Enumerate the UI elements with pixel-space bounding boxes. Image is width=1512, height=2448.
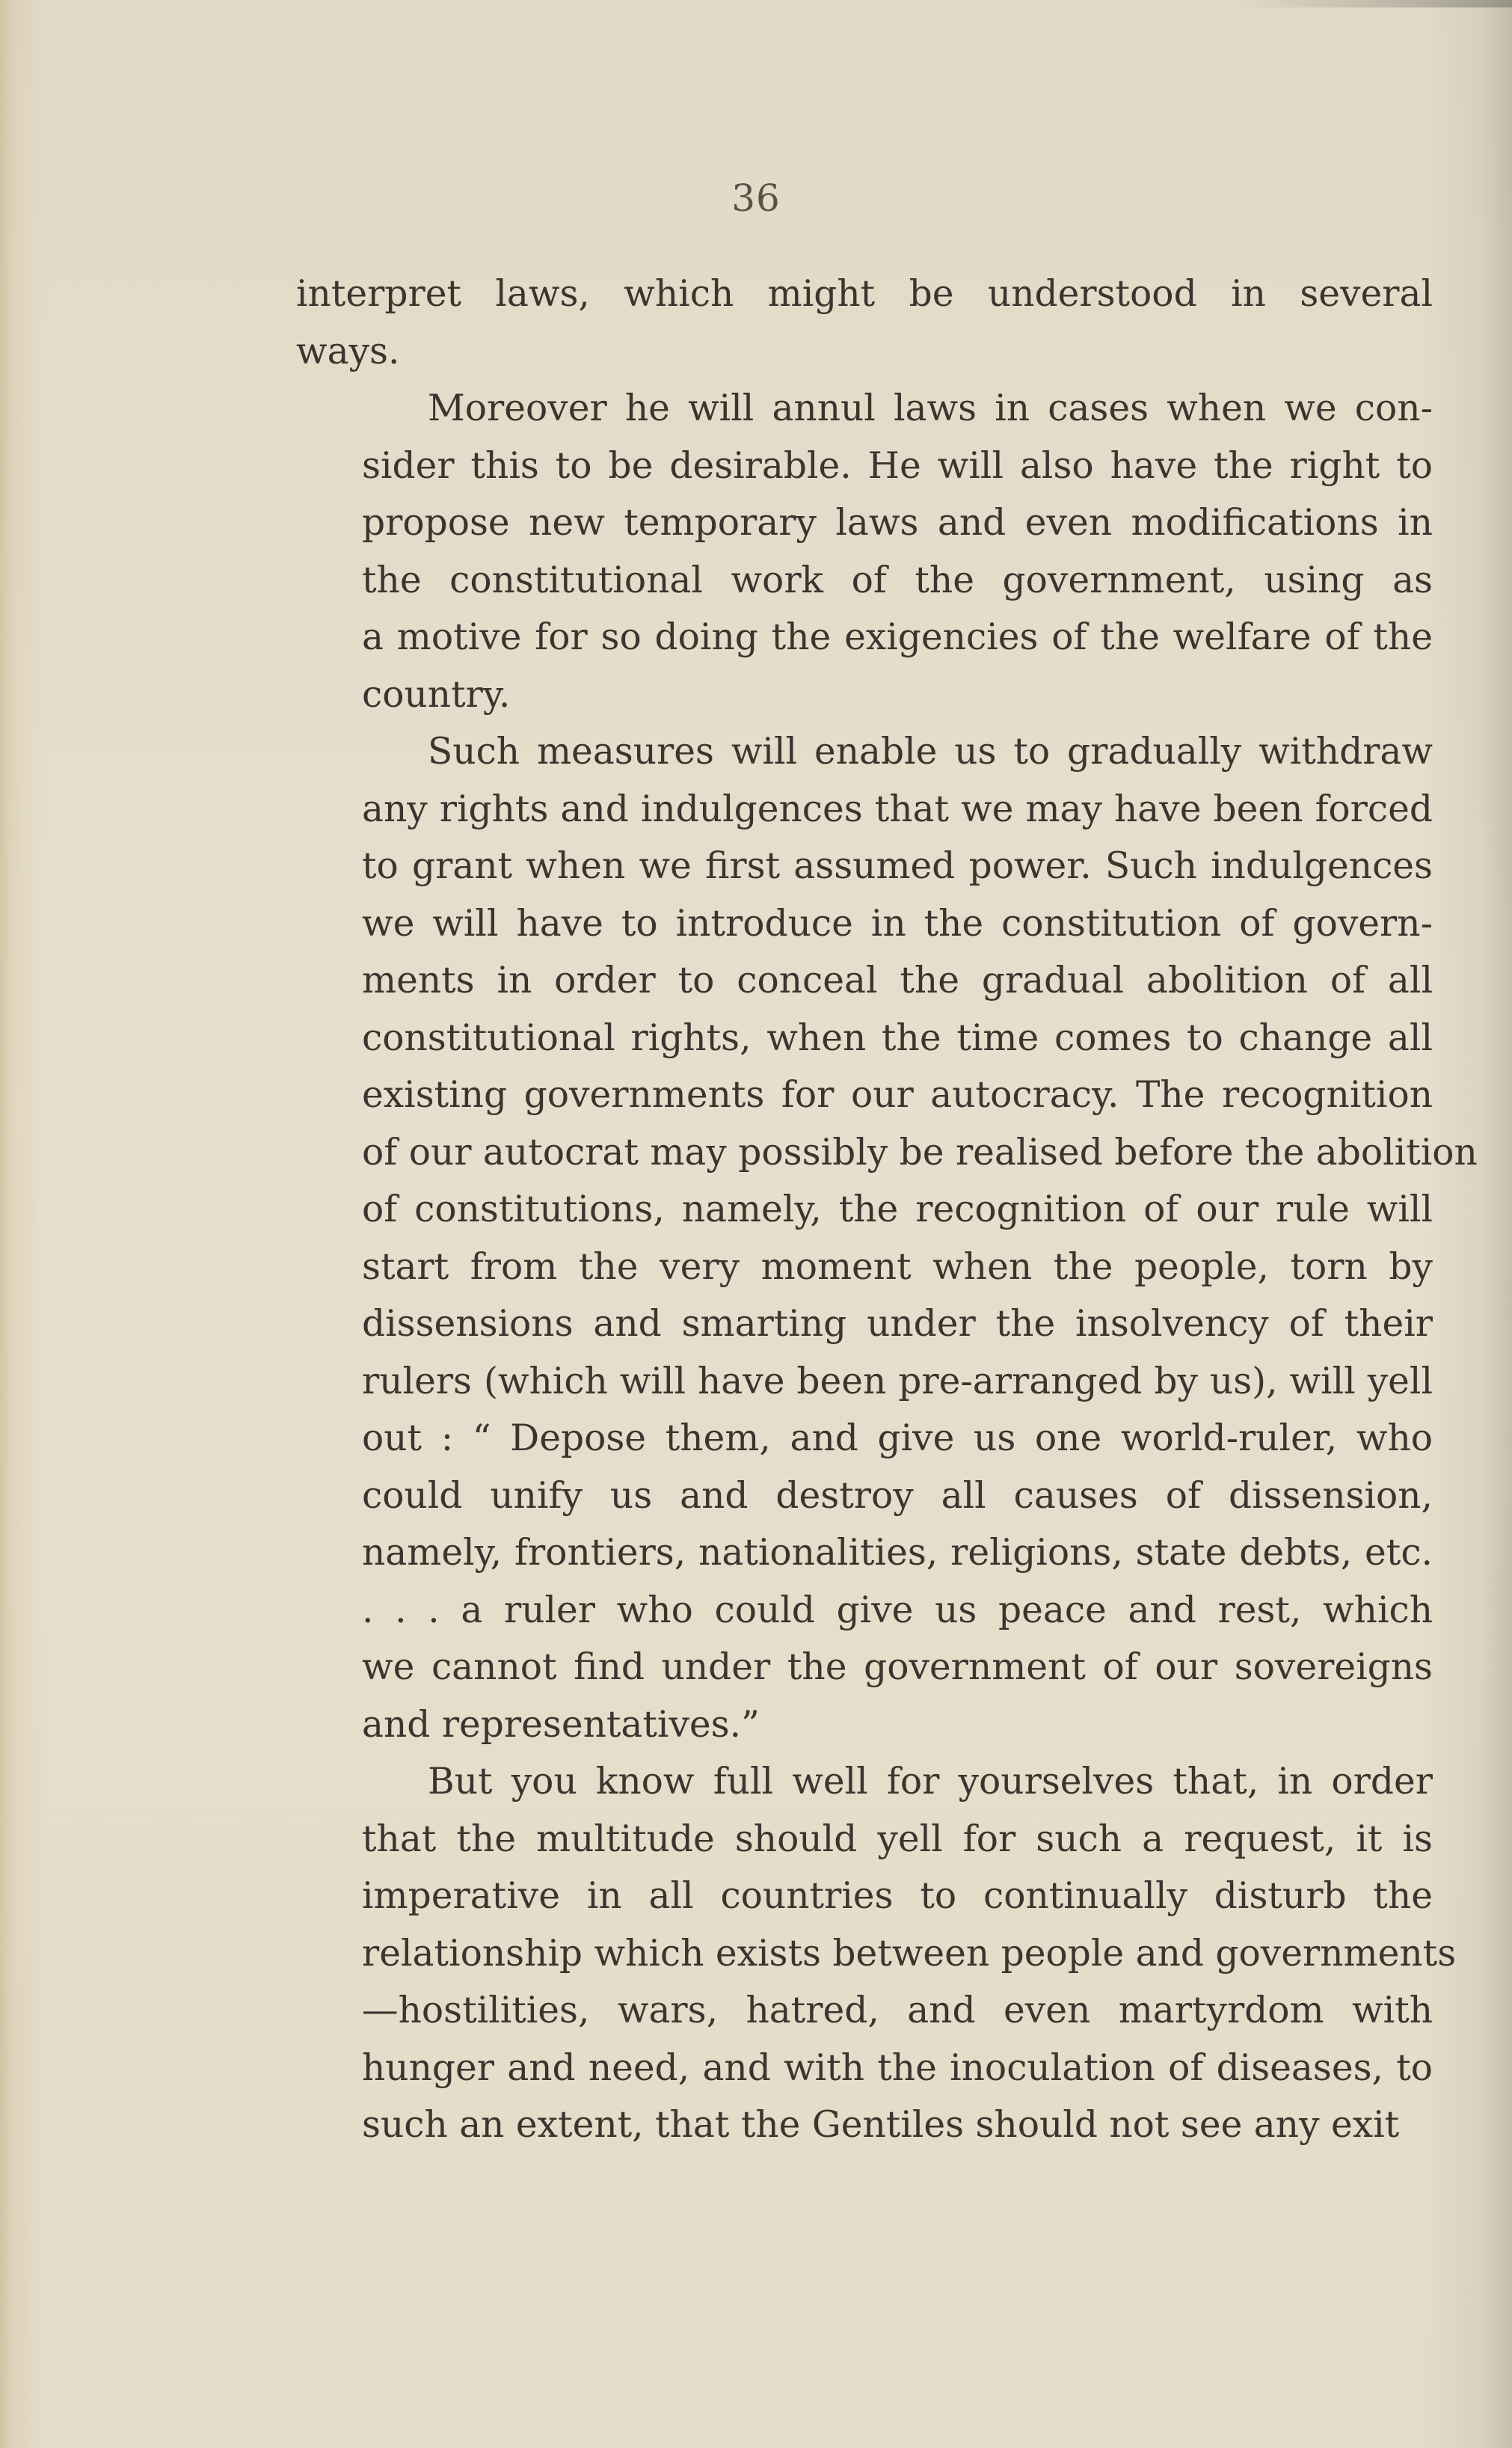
paragraph	[296, 1753, 1457, 2154]
text-line: —hostilities, wars, hatred, and even martyrdom with	[362, 1990, 1433, 2031]
text-line: sider this to be desirable. He will also have the right to	[362, 444, 1433, 487]
text-line: hunger and need, and with the inoculation of diseases, to	[362, 2046, 1433, 2089]
paragraph	[296, 266, 1433, 380]
body-text	[296, 266, 1478, 2154]
text-line: interpret laws, which might be understood in several	[296, 273, 1433, 315]
text-line: namely, frontiers, nationalities, religions, state debts, etc.	[362, 1532, 1433, 1574]
text-line: of our autocrat may possibly be realised before the abolition	[362, 1131, 1478, 1174]
text-line: any rights and indulgences that we may have been forced	[362, 788, 1433, 830]
text-line: start from the very moment when the people, torn by	[362, 1245, 1433, 1288]
text-line: But you know full well for yourselves that, in order	[428, 1761, 1433, 1803]
text-line: Such measures will enable us to gradually withdraw	[428, 731, 1433, 773]
text-line: such an extent, that the Gentiles should not see any exit	[362, 2104, 1400, 2146]
text-line: out : “ Depose them, and give us one world-ruler, who	[362, 1417, 1433, 1459]
text-line: ments in order to conceal the gradual abolition of all	[362, 960, 1433, 1001]
text-line: . . . a ruler who could give us peace and rest, which	[362, 1589, 1433, 1631]
text-line: of constitutions, namely, the recognition of our rule will	[362, 1188, 1433, 1230]
text-line: existing governments for our autocracy. The recognition	[362, 1074, 1433, 1116]
text-line: and representatives.”	[362, 1703, 760, 1746]
text-line: we will have to introduce in the constitution of govern-	[362, 902, 1433, 945]
text-line: a motive for so doing the exigencies of the welfare of the	[362, 616, 1433, 658]
text-line: to grant when we first assumed power. Such indulgences	[362, 845, 1433, 887]
text-line: dissensions and smarting under the insolvency of their	[362, 1303, 1433, 1345]
paragraph	[296, 723, 1478, 1753]
text-line: we cannot find under the government of our sovereigns	[362, 1646, 1433, 1688]
text-line: that the multitude should yell for such a request, it is	[362, 1817, 1433, 1860]
text-line: ways.	[296, 330, 400, 372]
text-line: constitutional rights, when the time comes to change all	[362, 1016, 1433, 1059]
page-edge-shadow	[1234, 0, 1512, 7]
text-line: the constitutional work of the government, using as	[362, 559, 1433, 601]
text-line: imperative in all countries to continually disturb the	[362, 1875, 1433, 1917]
text-line: Moreover he will annul laws in cases when we con-	[428, 387, 1433, 429]
text-line: country.	[362, 673, 511, 716]
text-line: rulers (which will have been pre-arranged by us), will yell	[362, 1360, 1433, 1402]
paragraph	[296, 380, 1433, 723]
page-number: 36	[731, 177, 781, 220]
text-line: propose new temporary laws and even modifications in	[362, 502, 1433, 544]
text-line: could unify us and destroy all causes of dissension,	[362, 1474, 1433, 1517]
text-line: relationship which exists between people and governments	[362, 1932, 1457, 1975]
